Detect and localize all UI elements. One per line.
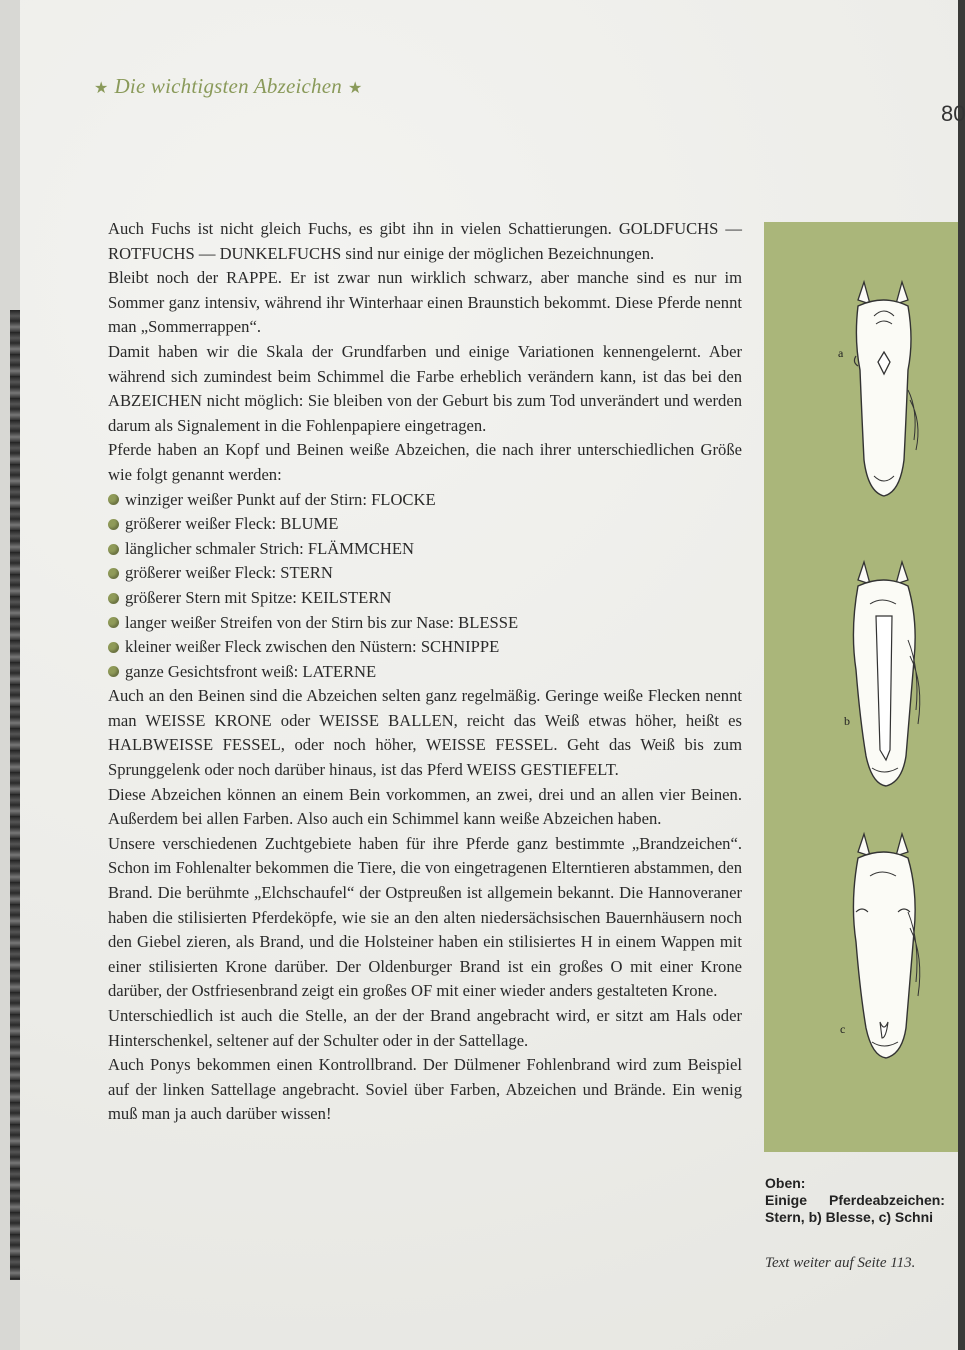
paragraph: Unterschiedlich ist auch die Stelle, an der der Brand angebracht wird, er sitzt am Hals oder Hinterschenkel, seltener auf der Schulter oder in der Sattellage.	[108, 1006, 742, 1050]
bullet-icon	[108, 666, 119, 677]
page-header	[88, 74, 369, 99]
marking-item: kleiner weißer Fleck zwischen den Nüstern: SCHNIPPE	[108, 635, 742, 660]
paragraph: Pferde haben an Kopf und Beinen weiße Abzeichen, die nach ihrer unterschiedlichen Größe wie folgt genannt werden:	[108, 440, 742, 484]
bullet-icon	[108, 617, 119, 628]
figure-label-a: a	[838, 346, 844, 360]
paragraph: Auch Fuchs ist nicht gleich Fuchs, es gibt ihn in vielen Schattierungen. GOLDFUCHS — ROTFUCHS — DUNKELFUCHS sind nur einige der möglichen Bezeichnungen.	[108, 219, 742, 263]
bullet-icon	[108, 593, 119, 604]
paragraph: Damit haben wir die Skala der Grundfarben und einige Variationen kennengelernt. Aber während sich zumindest beim Schimmel die Farbe erheblich verändern kann, ist das bei den ABZEICHEN nicht möglich: Sie bleiben von der Geburt bis zum Tod unverändert und werden darum als Signalement in die Fohlenpapiere eingetragen.	[108, 341, 742, 435]
bullet-icon	[108, 519, 119, 530]
bullet-icon	[108, 642, 119, 653]
body-text	[108, 217, 742, 1127]
marking-item: länglicher schmaler Strich: FLÄMMCHEN	[108, 537, 742, 562]
paragraph: Unsere verschiedenen Zuchtgebiete haben für ihre Pferde ganz bestimmte „Brandzeichen“. Schon im Fohlenalter bekommen die Tiere, die von eingetragenen Elterntieren abstammen, den Brand. Die berühmte „Elchschaufel“ der Ostpreußen ist allgemein bekannt. Die Hannoveraner haben die stilisierten Pferdeköpfe, wie sie an den alten niedersächsischen Bauernhäusern noch den Giebel zieren, als Brand, und die Holsteiner haben ein stilisiertes H in einem Wappen mit einer stilisierten Krone darüber. Der Oldenburger Brand ist ein großes O mit einer Krone darüber, der Ostfriesenbrand zeigt ein großes OF mit einer wieder anders gestalteten Krone.	[108, 833, 742, 1001]
figure-label-c: c	[840, 1022, 846, 1036]
marking-item: größerer Stern mit Spitze: KEILSTERN	[108, 586, 742, 611]
illustration-panel	[764, 222, 958, 1152]
star-icon: ★	[347, 80, 363, 97]
paragraph: Bleibt noch der RAPPE. Er ist zwar nun wirklich schwarz, aber manche sind es nur im Sommer ganz intensiv, während ihr Winterhaar einen Braunstich bekommt. Diese Pferde nennt man „Sommerrappen“.	[108, 268, 742, 337]
marking-item: langer weißer Streifen von der Stirn bis zur Nase: BLESSE	[108, 611, 742, 636]
bullet-icon	[108, 544, 119, 555]
horse-head-snip-illustration	[844, 832, 924, 1072]
bullet-icon	[108, 568, 119, 579]
star-icon: ★	[94, 80, 109, 97]
marking-item: größerer weißer Fleck: BLUME	[108, 512, 742, 537]
paragraph: Auch Ponys bekommen einen Kontrollbrand. Der Dülmener Fohlenbrand wird zum Beispiel auf der linken Sattellage angebracht. Soviel über Farben, Abzeichen und Brände. Ein wenig muß man ja auch darüber wissen!	[108, 1055, 742, 1124]
horse-head-blaze-illustration	[844, 560, 924, 800]
marking-item: ganze Gesichtsfront weiß: LATERNE	[108, 660, 742, 685]
continue-note: Text weiter auf Seite 113.	[765, 1255, 916, 1271]
header-title: Die wichtigsten Abzeichen	[114, 74, 342, 98]
figure-label-b: b	[844, 714, 850, 728]
marking-item: größerer weißer Fleck: STERN	[108, 561, 742, 586]
paragraph: Diese Abzeichen können an einem Bein vorkommen, an zwei, drei und an allen vier Beinen. Außerdem bei allen Farben. Also auch ein Schimmel kann weiße Abzeichen haben.	[108, 784, 742, 829]
marking-item: winziger weißer Punkt auf der Stirn: FLOCKE	[108, 488, 742, 513]
paragraph: Auch an den Beinen sind die Abzeichen selten ganz regelmäßig. Geringe weiße Flecken nennt man WEISSE KRONE oder WEISSE BALLEN, reicht das Weiß etwas höher, heißt es HALBWEISSE FESSEL, oder noch höher, WEISSE FESSEL. Geht das Weiß bis zum Sprunggelenk oder noch darüber hinaus, ist das Pferd WEISS GESTIEFELT.	[108, 686, 742, 780]
bullet-icon	[108, 494, 119, 505]
page-number: 80	[941, 101, 965, 126]
figure-caption: Oben: Einige Pferdeabzeichen: Stern, b) Blesse, c) Schni	[765, 1175, 945, 1225]
horse-head-star-illustration	[844, 280, 924, 510]
